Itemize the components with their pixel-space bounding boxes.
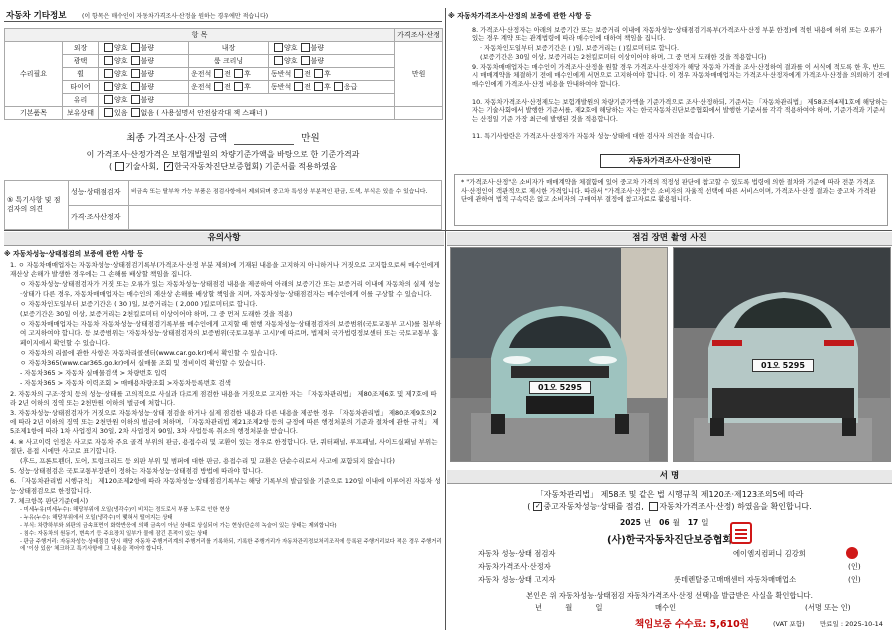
option-label: 있음 <box>114 108 128 117</box>
guarantee-item: 9. 자동차매매업자는 매수인이 가격조사·산정을 원할 경우 가격조사·산정자가 해당 자동차 가격을 조사·산정하여 결과를 이 서식에 적도록 한 후, 반드시 매매계약을 체결하기 전에 매수인에게 서면으로 고지하여야 합니다. 이 경우 자동차매매업자는 가격조사·산정자에게 가격조사·산정을 의뢰하기 전에 매수인에게 가격조사·산정 비용을 안내하여야 합니다. <box>472 63 890 88</box>
caution-item: 1. ㅇ 자동차매매업자는 자동차성능·상태점검기록부(가격조사·산정 부분 제외)에 기재된 내용을 고지하지 아니하거나 거짓으로 고지함으로써 매수인에게 재산상 손해가 발생한 경우에는 그 손해를 배상할 책임을 집니다. <box>10 261 440 279</box>
option-label: 한국자동차진단보증협회 <box>174 162 260 171</box>
caution-title: ※ 자동차성능·상태점검의 보증에 관한 사항 등 <box>4 250 144 258</box>
guarantee-item: 8. 가격조사·산정자는 아래의 보증기간 또는 보증거리 이내에 자동차성능·상태점검기록부(가격조사·산정 부분 한정)에 적힌 내용에 허위 또는 오류가 있는 경우 계약 또는 관계법령에 따라 매수인에 대하여 책임을 집니다. <box>472 26 882 43</box>
caution-item: - 부식: 차량하부와 외판의 금속표면이 화학반응에 의해 금속이 아닌 상태로 상실되어 가는 현상(단순히 녹슬어 있는 상태는 제외합니다) <box>20 523 337 530</box>
caution-list <box>4 261 442 553</box>
checkbox[interactable] <box>314 69 323 78</box>
caution-header <box>4 232 444 246</box>
caution-item: - 판금 주행거리: 자동차성능·상태점검 당시 해당 자동차 주행거리계의 주행거리를 기록하되, 기록한 주행거리가 자동차관리정보처리조직에 등록된 주행거리보다 적은 경우 주행거리에 '이상 있음' 체크하고 특기사항에 그 내용을 적어야 합니다. <box>20 539 442 553</box>
column-item-header: 항 목 <box>5 29 395 42</box>
signer-row <box>478 575 888 588</box>
checkbox[interactable] <box>294 69 303 78</box>
caution-item: (후드, 프론트펜더, 도어, 트렁크리드 등 외판 부위 및 범퍼에 대한 판금, 용접수리 및 교환은 단순수리로서 사고에 포함되지 않습니다) <box>20 457 395 466</box>
checkbox[interactable] <box>274 56 283 65</box>
checkbox[interactable] <box>131 56 140 65</box>
signer-row <box>478 549 888 562</box>
caution-body <box>4 248 442 630</box>
signature-header <box>447 470 892 484</box>
column-price-header: 가격조사·산정 <box>395 29 443 42</box>
option-label: 후 <box>324 69 331 78</box>
option-label: 불량 <box>140 95 155 104</box>
checkbox[interactable] <box>301 56 310 65</box>
caution-item: - 자동차365 > 자동차 실매물검색 > 차량번호 입력 <box>20 369 167 378</box>
row-divider <box>4 230 892 231</box>
option-label: 양호 <box>114 69 128 78</box>
caution-item: - 자동차365 > 자동차 이력조회 > 매매용차량조회 >자동차등록번호 검색 <box>20 379 231 388</box>
caution-item: 3. 자동차성능·상태점검자가 거짓으로 자동차성능·상태 점검을 하거나 실제 점검한 내용과 다른 내용을 제공한 경우 「자동차관리법」 제80조제9호의2에 따라 2년 이하의 징역 또는 2천만원 이하의 벌금에 처하며, 「자동차관리법 제21조제2항 등의 규정에 따른 행정처분의 기준과 절차에 관한 규칙」 제5조제1항에 따라 1차 사업정지 30일, 2차 사업정지 90일, 3차 사업등록 취소의 행정처분을 받습니다. <box>10 409 439 436</box>
option-label: 양호 <box>284 56 298 65</box>
signer-label: 자동차 성능·상태 점검자 <box>478 549 556 558</box>
caution-header-title: 유의사항 <box>207 233 241 243</box>
caution-item: 6. 「자동차관리법 시행규칙」 제120조제2항에 따라 자동차성능·상태점검기록부는 해당 기록부의 발급일을 기준으로 120일 이내에 이루어진 자동차 성능·상태점검으로 한정합니다. <box>10 477 441 495</box>
front-photo <box>450 247 668 462</box>
signer-seal: (인) <box>848 575 861 584</box>
option-label: 불량 <box>140 56 155 65</box>
checkbox-checked[interactable]: ✓ <box>534 502 541 510</box>
fee-vat: (VAT 포함) <box>773 620 805 628</box>
fee-amount: 5,610원 <box>709 619 749 630</box>
checkbox[interactable] <box>294 82 303 91</box>
signer-label: 자동차가격조사·산정자 <box>478 562 551 571</box>
association-seal-icon <box>730 522 752 544</box>
checkbox[interactable] <box>104 69 113 78</box>
option-group <box>99 68 189 81</box>
option-label: 후 <box>324 82 331 91</box>
final-price-label: 최종 가격조사·산정 금액 <box>126 133 228 144</box>
fee-expire: 만료일 : 2025-10-14 <box>820 620 883 628</box>
guarantee-title: ※ 자동차가격조사·산정의 보증에 관한 사항 등 <box>448 12 592 20</box>
option-label: 없음 <box>140 108 155 117</box>
checkbox[interactable] <box>301 43 310 52</box>
option-label: 중고자동차성능·상태를 점검, <box>543 502 644 511</box>
vehicle-other-info-section <box>4 8 442 228</box>
car-front-image <box>451 248 668 462</box>
caution-item: 2. 자동차의 구조·장치 등의 성능·상태를 고의적으로 사실과 다르게 점검한 내용을 거짓으로 고지한 자는 「자동차관리법」 제80조제6호 및 제7호에 따라 2년 이하의 징역 또는 2천만원 이하의 벌금에 처합니다. <box>10 389 437 407</box>
guarantee-item: 10. 자동차가격조사·산정제도는 보험개발원의 차량기준가액을 기준가격으로 조사·산정하되, 기준서는 「자동차관리법」 제58조의4제1호에 해당하는 자는 기술사회에서 발행한 기준서를, 제2호에 해당하는 자는 한국자동차진단보증협회에서 발행한 기준서를 각각 적용하여야 하며, 기준가격과 기준서는 산정일 기준 가장 최근에 발행된 것을 적용합니다. <box>472 98 888 123</box>
caution-item: - 침수: 자동차의 원동기, 변속기 등 주요장치 일부가 물에 잠긴 흔적이 있는 상태 <box>20 531 208 538</box>
option-label: 전 <box>304 82 312 91</box>
signer-value: 롯데렌탈중고매매센터 자동차매매업소 <box>674 575 797 584</box>
checkbox[interactable] <box>104 82 113 91</box>
caution-item: ㅇ 자동차인도일부터 보증기간은 ( 30 )일, 보증거리는 ( 2,000 )킬로미터로 합니다. <box>20 299 258 308</box>
item-name: 타이어 <box>63 81 99 94</box>
checkbox[interactable] <box>131 95 140 104</box>
front-license-plate: 01오 5295 <box>529 381 591 394</box>
signer-label: 자동차 성능·상태 고지자 <box>478 575 556 584</box>
checkbox[interactable] <box>214 82 223 91</box>
option-label: 양호 <box>284 43 298 52</box>
option-group <box>269 55 395 68</box>
position-label: 동반석 <box>271 82 292 91</box>
caution-item: 7. 체크항목 판단기준(예시) <box>10 496 89 505</box>
final-price-line <box>4 130 442 145</box>
checkbox[interactable] <box>131 69 140 78</box>
special-notes-label: ⑤ 특기사항 및 점검자의 의견 <box>5 181 69 230</box>
checkbox[interactable] <box>131 43 140 52</box>
fee-line <box>635 616 749 630</box>
caution-item: ㅇ 자동차성능·상태점검자가 거짓 또는 오류가 있는 자동차성능·상태점검 내용을 제공하여 아래의 보증기간 또는 보증거리 이내에 자동차의 실제 성능·상태가 다른 경우, 자동차매매업자는 매수인의 재산상 손해를 배상할 책임을 지며, 자동차성능·상태점검자는 매수인에게 이를 구상할 수 있습니다. <box>20 280 441 298</box>
basis-line1: 이 가격조사·산정가격은 보험개발원의 차량기준가액을 바탕으로 한 기준가격과 <box>86 150 360 159</box>
checkbox[interactable] <box>234 82 243 91</box>
buyer-label: 매수인 <box>655 603 677 612</box>
position-label: 동반석 <box>271 69 292 78</box>
definition-title: 자동차가격조사·산정이란 <box>600 154 740 168</box>
option-group <box>189 81 269 94</box>
signature-header-title: 서 명 <box>659 471 680 481</box>
final-price-field[interactable] <box>234 133 294 145</box>
option-group <box>99 94 189 107</box>
caution-item: ㅇ 자동차의 리콜에 관한 사항은 자동차리콜센터(www.car.go.kr)에서 확인할 수 있습니다. <box>20 348 278 357</box>
receipt-date: 년 월 일 <box>535 603 603 612</box>
special-notes-table <box>4 180 442 230</box>
item-name: 휠 <box>63 68 99 81</box>
guarantee-item: 11. 특기사항란은 가격조사·산정자가 자동차 성능·상태에 대한 검사자 의견을 적습니다. <box>472 132 715 140</box>
appraiser-opinion <box>129 205 442 230</box>
caution-item: - 누유(누수): 해당부위에서 오일(냉각수)이 맺혀서 떨어지는 상태 <box>20 515 173 522</box>
checkbox[interactable] <box>274 43 283 52</box>
checkbox[interactable] <box>104 95 113 104</box>
repair-needed-label: 수리필요 <box>5 42 63 107</box>
item-name: 유리 <box>63 94 99 107</box>
final-price-unit: 만원 <box>301 133 320 144</box>
signature-options: ( ✓ 중고자동차성능·상태를 점검, 자동차가격조사·산정) 하였음을 확인합니다. <box>527 502 812 511</box>
option-label: 불량 <box>140 82 155 91</box>
option-label: 양호 <box>114 43 128 52</box>
option-label: 불량 <box>310 56 325 65</box>
guarantee-item: · 자동차인도일부터 보증기간은 ( )일, 보증거리는 ( )킬로미터로 합니다. <box>480 44 679 52</box>
checkbox[interactable] <box>104 108 113 117</box>
caution-item: 5. 성능·상태점검은 국토교통부장관이 정하는 자동차성능·상태점검 방법에 따라야 합니다. <box>10 467 263 476</box>
option-group <box>269 68 395 81</box>
inspector-label: 성능·상태점검자 <box>69 181 129 206</box>
option-group <box>269 81 395 94</box>
section-subtitle: (이 항목은 매수인이 자동차가격조사·산정을 원하는 경우에만 적습니다) <box>82 13 269 20</box>
option-group <box>99 55 189 68</box>
caution-item: ㅇ 자동차365(www.car365.go.kr)에서 실매물 조회 및 정비이력 확인할 수 있습니다. <box>20 359 266 368</box>
signer-row <box>478 562 888 575</box>
option-label: 불량 <box>140 69 155 78</box>
caution-item: (보증기간은 30일 이상, 보증거리는 2천킬로미터 이상이어야 하며, 그 중 먼저 도래한 것을 적용) <box>20 310 293 319</box>
column-divider <box>445 8 446 630</box>
option-group <box>99 42 189 55</box>
item-name: 내장 <box>189 42 269 55</box>
inspector-seal-icon <box>846 547 858 559</box>
receipt-statement: 본인은 위 자동차성능·상태점검 자동차가격조사·산정 선택)을 발급받은 사실을 확인합니다. <box>526 591 813 600</box>
checkbox[interactable] <box>104 43 113 52</box>
checkbox[interactable] <box>334 82 343 91</box>
basic-items-list: ( 사용설명서 안전삼각대 잭 스패너 ) <box>156 108 268 117</box>
option-label: 전 <box>224 82 232 91</box>
basic-items-state: 보유상태 <box>63 107 99 120</box>
fee-label: 책임보증 수수료: <box>635 619 707 630</box>
basis-line2: ( 기술사회, ✓ 한국자동차진단보증협회) 기준서를 적용하였음 <box>109 162 337 171</box>
option-label: 응급 <box>343 82 358 91</box>
association-name: (사)한국자동차진단보증협회 <box>607 535 733 546</box>
checkbox[interactable] <box>115 162 124 171</box>
checkbox[interactable] <box>131 82 140 91</box>
option-label: 기술사회 <box>125 162 157 171</box>
section-title: 자동차 기타정보 <box>6 11 67 21</box>
option-label: 불량 <box>140 43 155 52</box>
basis-suffix: ) 기준서를 적용하였음 <box>259 162 337 171</box>
signer-list <box>478 549 888 588</box>
guarantee-item: (보증기간은 30일 이상, 보증거리는 2천킬로미터 이상이어야 하며, 그 중 먼저 도래한 것을 적용합니다) <box>480 53 767 61</box>
item-name: 룸 크리닝 <box>189 55 269 68</box>
car-rear-image <box>674 248 891 462</box>
checkbox-checked[interactable]: ✓ <box>165 162 172 170</box>
option-label: 전 <box>304 69 312 78</box>
position-label: 운전석 <box>191 69 212 78</box>
option-label: 양호 <box>114 56 128 65</box>
photo-header <box>447 232 892 246</box>
basic-items-label: 기본품목 <box>5 107 63 120</box>
date-day-unit: 일 <box>701 518 709 527</box>
rear-photo <box>673 247 891 462</box>
signer-value: 에이엠지컴퍼니 김강희 <box>733 549 806 558</box>
other-info-table <box>4 28 443 120</box>
caution-item: - 미세누유(미세누수): 해당부위에 오일(냉각수)이 비치는 정도로서 부품 노후로 인한 현상 <box>20 507 230 514</box>
buyer-seal: (서명 또는 인) <box>805 603 851 612</box>
signature-date <box>620 517 709 528</box>
definition-text: * "가격조사·산정"은 소비자가 매매계약을 체결함에 있어 중고차 가격의 적정성 판단에 참고할 수 있도록 법령에 의한 절차와 기준에 따라 전문 가격조사·산정인이 객관적으로 제시한 가격입니다. 따라서 "가격조사·산정"은 소비자의 자율적 선택에 따른 서비스이며, 가격조사·산정 결과는 중고차 가격판단에 관하여 법적 구속력은 없고 소비자의 구매여부 결정에 참고자료로 활용됩니다. <box>454 174 888 226</box>
option-group <box>269 42 395 55</box>
price-unit: 만원 <box>395 42 443 107</box>
option-label: 불량 <box>310 43 325 52</box>
checkbox[interactable] <box>104 56 113 65</box>
appraiser-label: 가격·조사산정자 <box>69 205 129 230</box>
date-month: 06 <box>659 518 670 527</box>
checkbox[interactable] <box>234 69 243 78</box>
inspector-opinion: 비금속 또는 탈부착 가능 부품은 점검사항에서 제외되며 중고차 특성상 부분적인 판금, 도색, 부식은 있을 수 있습니다. <box>129 181 442 206</box>
checkbox[interactable] <box>214 69 223 78</box>
date-month-unit: 월 <box>672 518 680 527</box>
signer-seal: (인) <box>848 562 861 571</box>
option-group <box>189 68 269 81</box>
option-label: 양호 <box>114 95 128 104</box>
price-guarantee-section <box>448 8 892 228</box>
checkbox[interactable] <box>314 82 323 91</box>
option-label: 후 <box>244 82 251 91</box>
option-label: 자동차가격조사·산정) 하였음을 확인합니다. <box>659 502 812 511</box>
section-header <box>4 8 442 22</box>
position-label: 운전석 <box>191 82 212 91</box>
date-day: 17 <box>687 518 699 527</box>
checkbox[interactable] <box>131 108 140 117</box>
date-year: 2025 <box>620 518 641 527</box>
option-group <box>99 81 189 94</box>
date-year-unit: 년 <box>643 518 652 527</box>
photo-header-title: 점검 장면 촬영 사진 <box>632 233 707 243</box>
option-label: 전 <box>224 69 232 78</box>
option-group <box>99 107 395 120</box>
option-label: 후 <box>244 69 251 78</box>
checkbox[interactable] <box>649 502 658 511</box>
rear-license-plate: 01오 5295 <box>752 359 814 372</box>
item-name: 광택 <box>63 55 99 68</box>
signature-statement: 「자동차관리법」 제58조 및 같은 법 시행규칙 제120조·제123조의5에 따라 <box>535 490 804 499</box>
caution-item: ㅇ 자동차매매업자는 자동차 자동차성능·상태점검기록부를 매수인에게 고지할 때 현행 자동차성능·상태점검자의 보증범위(국토교통부 고시)를 첨부하여 고지하여야 합니다. 등 보증범위는 '자동차성능·상태점검자의 보증범위(국토교통부 고시)'에 따르며, 법제처 국가법령정보센터 또는 국토교통부 홈페이지에서 확인할 수 있습니다. <box>20 320 442 347</box>
caution-item: 4. ※ 사고이력 인정은 사고로 자동차 주요 골격 부위의 판금, 용접수리 및 교환이 있는 경우로 한정합니다. 단, 쿼터패널, 루프패널, 사이드실패널 부위는 절단, 용접 시에만 사고로 표기합니다. <box>10 437 438 455</box>
option-label: 양호 <box>114 82 128 91</box>
item-name: 외장 <box>63 42 99 55</box>
